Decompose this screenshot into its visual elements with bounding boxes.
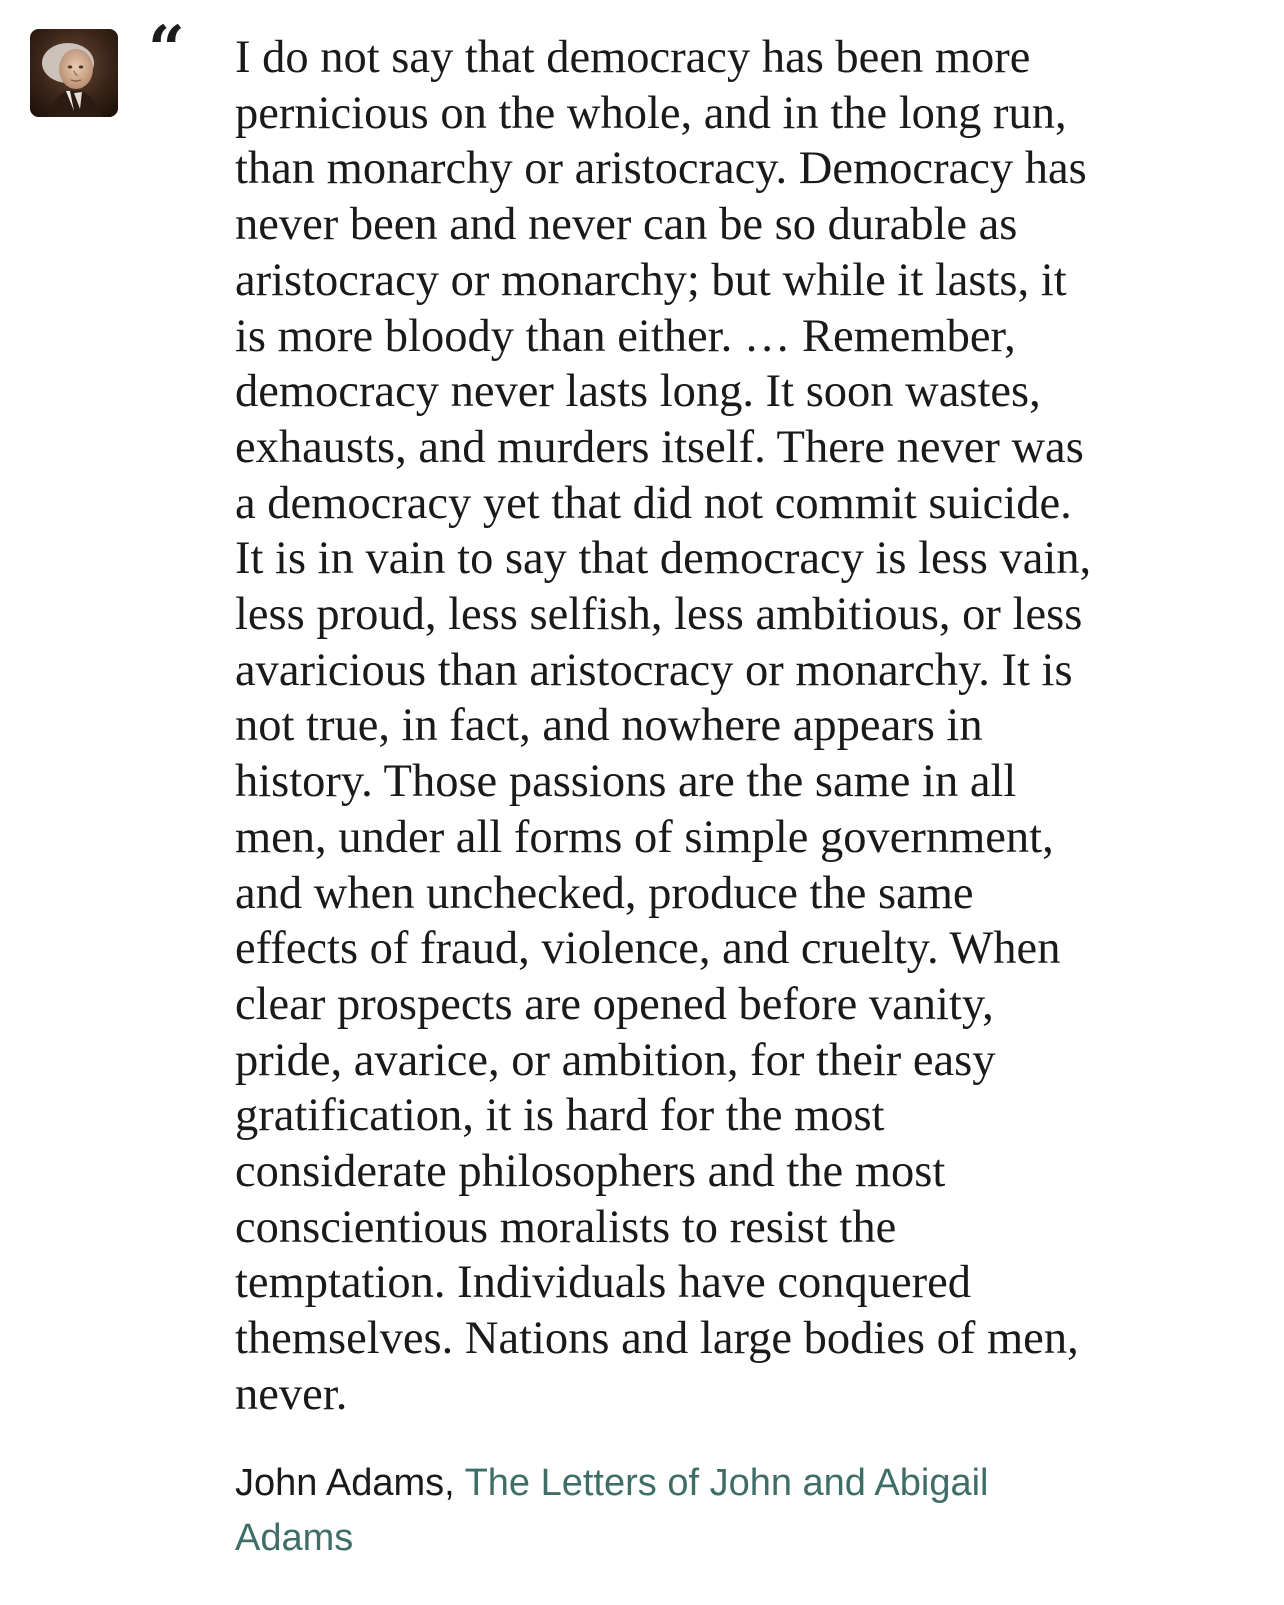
quote-line: is more bloody than either. … Remember, (235, 310, 1016, 362)
attribution (235, 1456, 1220, 1566)
quote-line: never. (235, 1368, 348, 1420)
quote-line: and when unchecked, produce the same (235, 867, 974, 919)
quote-line: I do not say that democracy has been more (235, 32, 1031, 83)
author-name: John Adams, (235, 1462, 455, 1504)
quote-line: pride, avarice, or ambition, for their easy (235, 1034, 996, 1086)
quote-line: democracy never lasts long. It soon wastes, (235, 366, 1041, 418)
quote-line: temptation. Individuals have conquered (235, 1257, 972, 1309)
quote-line: history. Those passions are the same in all (235, 756, 1017, 808)
quote-line: exhausts, and murders itself. There never was (235, 421, 1084, 473)
quote-text (235, 30, 1220, 1423)
quote-line: aristocracy or monarchy; but while it lasts, it (235, 254, 1067, 306)
quote-line: conscientious moralists to resist the (235, 1201, 897, 1253)
quote-line: themselves. Nations and large bodies of men, (235, 1313, 1079, 1365)
attribution-row-1 (235, 1456, 1220, 1511)
quote-line: than monarchy or aristocracy. Democracy has (235, 143, 1087, 195)
quote-line: avaricious than aristocracy or monarchy. It is (235, 644, 1073, 696)
quote-line: a democracy yet that did not commit suicide. (235, 477, 1072, 529)
source-link[interactable]: The Letters of John and Abigail (464, 1462, 989, 1504)
quote-line: clear prospects are opened before vanity, (235, 978, 994, 1030)
quote-line: not true, in fact, and nowhere appears in (235, 700, 983, 752)
quote-line: never been and never can be so durable as (235, 199, 1018, 251)
quote-line: less proud, less selfish, less ambitious, or less (235, 589, 1083, 641)
quote-mark: “ (148, 12, 185, 87)
quote-line: It is in vain to say that democracy is less vain, (235, 533, 1092, 585)
quote-line: men, under all forms of simple government, (235, 811, 1054, 863)
source-link-continued[interactable]: Adams (235, 1517, 354, 1559)
attribution-row-2 (235, 1511, 1220, 1566)
quote-line: pernicious on the whole, and in the long run, (235, 87, 1067, 139)
portrait-icon (30, 29, 118, 117)
quote-line: effects of fraud, violence, and cruelty. When (235, 923, 1061, 975)
author-avatar[interactable] (30, 29, 118, 117)
quote-line: considerate philosophers and the most (235, 1146, 946, 1198)
quote-line: gratification, it is hard for the most (235, 1090, 885, 1142)
